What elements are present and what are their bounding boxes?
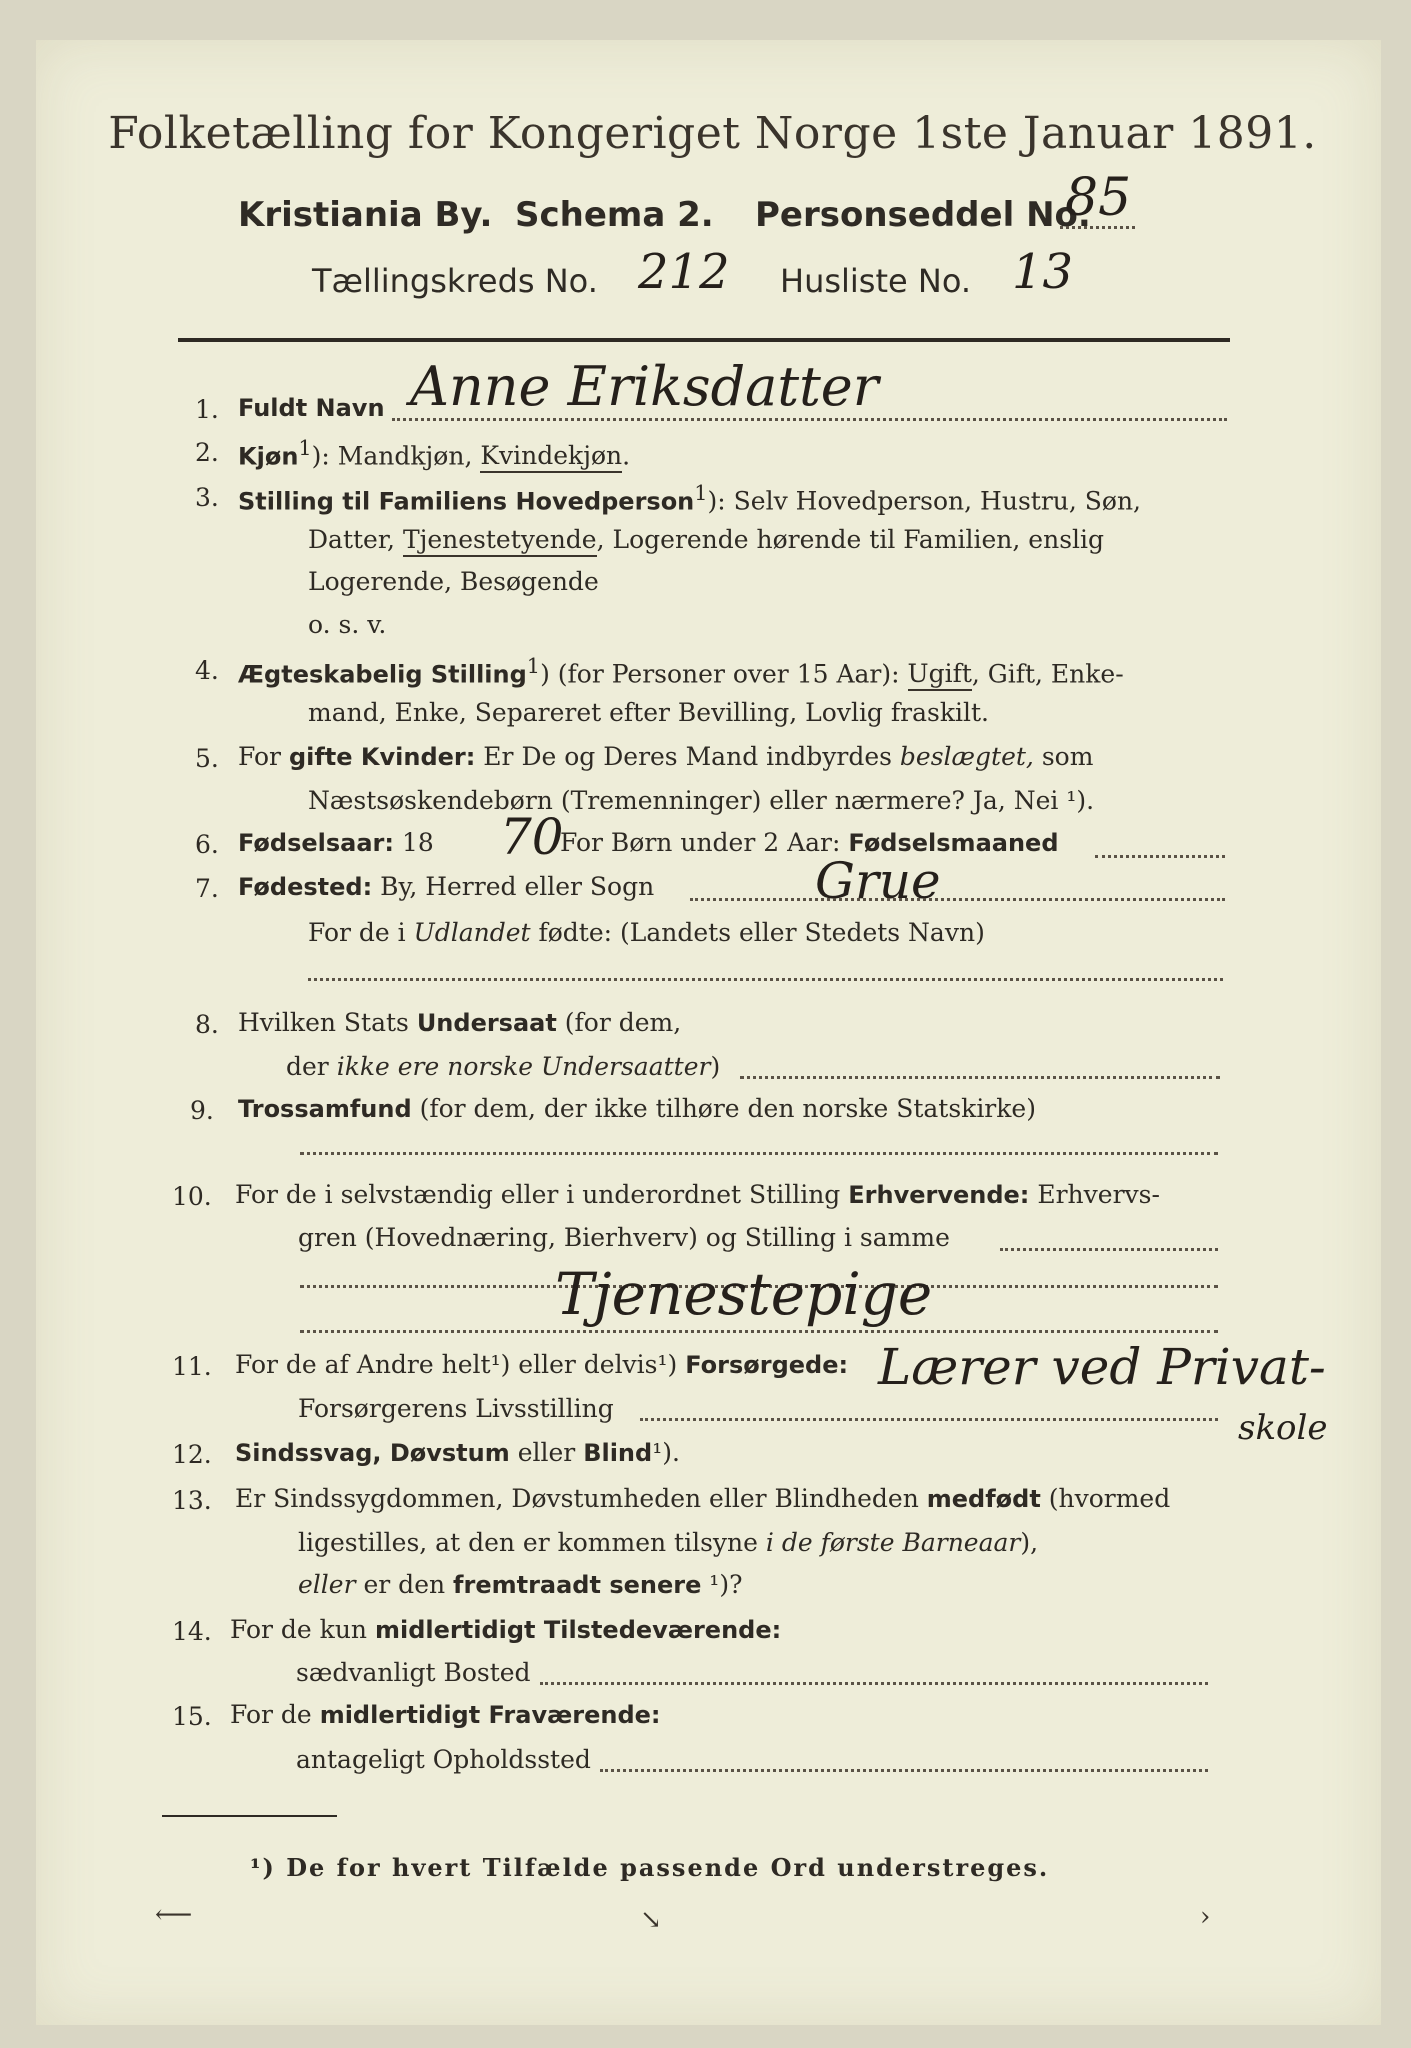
field-number: 12. [172,1440,212,1469]
birth-year-prefix: 18 [401,828,434,857]
position-options-line1: ): Selv Hovedperson, Hustru, Søn, [707,486,1142,516]
abroad-text-end: fødte: (Landets eller Stedets Navn) [530,918,985,947]
husliste-number: 13 [1012,244,1074,300]
field-number: 2. [195,438,219,467]
position-options-line3: Logerende, Besøgende [308,567,599,596]
occupation-dotline-3 [300,1330,1218,1333]
birth-year-value: 70 [500,808,564,866]
position-selected: Tjenestetyende [403,525,597,557]
position-options-line2a: Datter, [308,525,403,554]
occupation-text: For de i selvstændig eller i underordnet Stilling [235,1180,849,1209]
congenital-label: medfødt [926,1485,1041,1513]
congenital-line2c: ), [1020,1528,1039,1557]
husliste-label: Husliste No. [780,262,971,300]
citizenship-text-end: (for dem, [556,1008,682,1037]
birthplace-dotline [690,898,1225,901]
stray-chevron-mark: › [1200,1902,1211,1932]
supporter-dotline [640,1418,1218,1421]
field-number: 8. [195,1010,219,1039]
city-label: Kristiania By. [238,195,493,235]
birth-month-text: For Børn under 2 Aar: [560,828,841,857]
birthplace-label: Fødested: [238,873,373,901]
occupation-dotline-1 [1000,1248,1218,1251]
position-options-line2c: , Logerende hørende til Familien, enslig [596,525,1105,554]
personseddel-number: 85 [1065,168,1132,228]
header-rule [178,338,1230,342]
usual-residence-dotline [540,1682,1208,1685]
position-options-line4: o. s. v. [308,610,387,639]
field-number: 7. [195,874,219,903]
congenital-text-end: (hvormed [1040,1484,1171,1513]
congenital-line3d: ¹)? [701,1570,743,1599]
kinship-text: For [238,742,289,771]
abroad-text: For de i [308,918,414,947]
field-number: 1. [195,395,219,424]
field-number: 5. [195,744,219,773]
supported-label: Forsørgede: [685,1351,849,1379]
citizenship-text: Hvilken Stats [238,1008,417,1037]
occupation-label: Erhvervende: [848,1181,1030,1209]
religion-label: Trossamfund [238,1095,412,1123]
form-title: Folketælling for Kongeriget Norge 1ste Januar 1891. [108,108,1317,159]
field-number: 15. [172,1702,212,1731]
full-name-value: Anne Eriksdatter [410,355,879,418]
occupation-value: Tjenestepige [555,1260,933,1328]
occupation-line2: gren (Hovednæring, Bierhverv) og Stilling i samme [298,1223,950,1252]
citizenship-line2c: ) [710,1052,721,1081]
congenital-text: Er Sindssygdommen, Døvstumheden eller Blindheden [235,1484,927,1513]
religion-dotline [300,1152,1218,1155]
sex-selected: Kvindekjøn [480,441,622,473]
sex-options: ): Mandkjøn, [311,441,481,471]
disability-label: Sindssvag, Døvstum [235,1439,510,1467]
sex-label: Kjøn [238,442,299,471]
field-number: 6. [195,830,219,859]
kinship-line2: Næstsøskendebørn (Tremenninger) eller nærmere? Ja, Nei ¹). [308,786,1095,815]
birthplace-text: By, Herred eller Sogn [380,872,655,901]
abroad-keyword: Udlandet [413,918,531,947]
marital-text: ) (for Personer over 15 Aar): [540,659,908,689]
birth-month-dotline [1095,855,1225,858]
abroad-dotline [308,978,1223,981]
marital-selected: Ugift [908,659,972,691]
field-number: 10. [172,1182,212,1211]
name-dotline [392,418,1227,421]
citizenship-label: Undersaat [416,1009,557,1037]
name-label: Fuldt Navn [238,394,385,422]
congenital-line2b: i de første Barneaar [765,1528,1021,1557]
field-number: 11. [172,1352,212,1381]
field-number: 4. [195,656,219,685]
disability-end: ¹). [652,1438,680,1467]
religion-text: (for dem, der ikke tilhøre den norske Statskirke) [419,1094,1036,1123]
supporter-label: Forsørgerens Livsstilling [298,1394,614,1423]
kinship-label: gifte Kvinder: [288,743,476,771]
supporter-occupation-value-cont: skole [1238,1408,1328,1448]
schema-label: Schema 2. [515,195,714,235]
birthplace-value: Grue [815,852,941,910]
citizenship-line2b: ikke ere norske Undersaatter [336,1052,711,1081]
temp-present-text: For de kun [230,1615,375,1644]
punctuation: . [622,441,631,471]
kinship-keyword: beslægtet, [899,742,1034,771]
stray-arrow-mark: ⟵ [155,1900,193,1930]
marital-text-end: , Gift, Enke- [971,659,1124,689]
footnote: ¹) De for hvert Tilfælde passende Ord understreges. [250,1853,1050,1882]
supported-text: For de af Andre helt¹) eller delvis¹) [235,1350,686,1379]
personseddel-dotline [1060,226,1135,229]
blind-label: Blind [583,1439,653,1467]
marital-options-line2: mand, Enke, Separeret efter Bevilling, Lovlig fraskilt. [308,698,989,727]
field-number: 3. [195,483,219,512]
personseddel-label: Personseddel No. [755,195,1091,235]
temp-present-label: midlertidigt Tilstedeværende: [374,1616,782,1644]
temp-absent-text: For de [230,1700,320,1729]
kreds-number: 212 [638,244,730,300]
kinship-text-end: som [1033,742,1094,771]
stray-tick-mark: ↘ [640,1905,662,1935]
congenital-line3b: er den [355,1570,454,1599]
supporter-occupation-value: Lærer ved Privat- [878,1338,1326,1396]
occupation-text-end: Erhvervs- [1029,1180,1160,1209]
kinship-question: Er De og Deres Mand indbyrdes [475,742,900,771]
disability-or: eller [509,1438,584,1467]
usual-residence-label: sædvanligt Bosted [296,1658,531,1687]
probable-residence-dotline [600,1769,1208,1772]
congenital-line2a: ligestilles, at den er kommen tilsyne [298,1528,766,1557]
field-number: 13. [172,1486,212,1515]
probable-residence-label: antageligt Opholdssted [296,1745,591,1774]
footnote-ref: 1 [298,436,312,460]
position-label: Stilling til Familiens Hovedperson [238,487,695,516]
field-number: 14. [172,1617,212,1646]
kreds-label: Tællingskreds No. [312,262,598,300]
field-number: 9. [190,1096,214,1125]
temp-absent-label: midlertidigt Fraværende: [319,1701,661,1729]
citizenship-line2a: der [286,1052,337,1081]
congenital-line3a: eller [298,1570,356,1599]
footnote-rule [162,1815,337,1817]
birth-year-label: Fødselsaar: [238,829,394,857]
congenital-line3c: fremtraadt senere [453,1571,702,1599]
birth-month-label: Fødselsmaaned [848,829,1059,857]
citizenship-dotline [740,1076,1220,1079]
marital-label: Ægteskabelig Stilling [238,660,527,689]
